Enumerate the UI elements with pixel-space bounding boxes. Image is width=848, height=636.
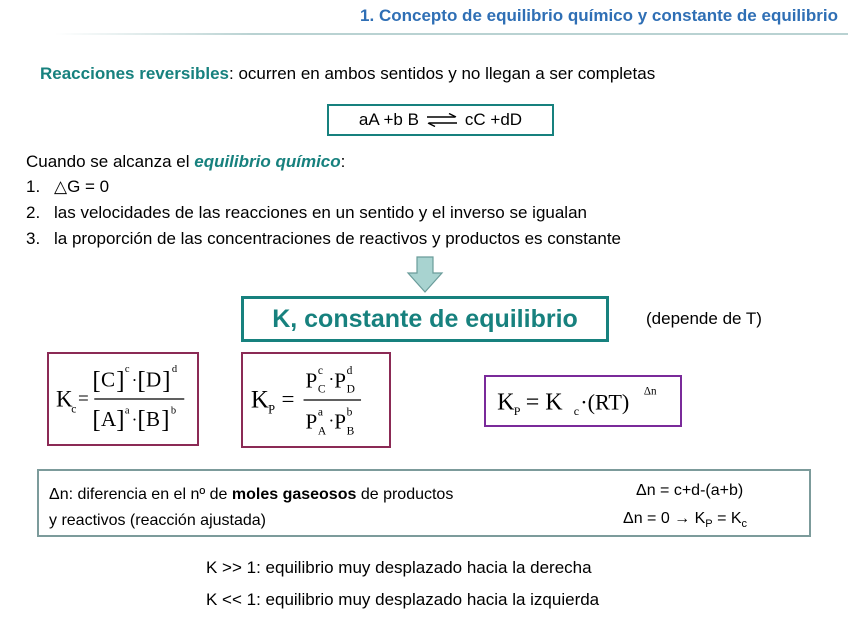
equilibrium-arrows-icon	[425, 113, 459, 127]
list-item-text: △G = 0	[54, 177, 110, 196]
list-item-text: la proporción de las concentraciones de reactivos y productos es constante	[54, 229, 621, 248]
kp-den-2-sup: b	[346, 406, 353, 419]
delta-n-line2: y reactivos (reacción ajustada)	[49, 512, 266, 529]
kc-num-1-exp: c	[124, 364, 130, 376]
conditions-lead: Cuando se alcanza el	[26, 152, 195, 171]
delta-n-zero-mid: = K	[712, 510, 742, 527]
kp-kc-relation	[484, 375, 682, 427]
kpkc-rest: ·(RT)	[580, 389, 630, 415]
kc-den-2-exp: b	[170, 405, 177, 417]
bracket: ]	[116, 406, 125, 434]
kpkc-lhs: K	[497, 389, 515, 416]
kp-lhs: K	[250, 386, 269, 414]
dot: ·	[328, 369, 335, 389]
kp-equals: =	[281, 386, 295, 412]
kc-num-1: C	[100, 367, 116, 392]
list-item-number: 1.	[26, 177, 41, 196]
delta-n-bold: moles gaseosos	[231, 486, 357, 503]
conditions-keyword: equilibrio químico	[194, 152, 341, 171]
title-divider	[55, 33, 848, 35]
intro-rest: : ocurren en ambos sentidos y no llegan a ser completas	[229, 64, 656, 83]
k-constant-heading: K, constante de equilibrio	[241, 296, 609, 342]
kc-num-2: D	[145, 367, 162, 392]
kc-den-1-exp: a	[124, 405, 130, 417]
dot: ·	[131, 409, 138, 429]
reaction-box	[327, 104, 554, 136]
reaction-right: cC +dD	[464, 110, 523, 129]
conditions-tail: :	[340, 152, 346, 171]
kc-equals: =	[78, 388, 89, 410]
kc-lhs: K	[55, 386, 73, 412]
bracket: ]	[116, 367, 125, 395]
kc-den-2: B	[145, 406, 161, 431]
dot: ·	[131, 370, 138, 390]
kpkc-exp: Δn	[643, 385, 657, 398]
kc-lhs-sub: c	[71, 403, 77, 416]
kp-num-2: P	[334, 368, 346, 393]
bracket: [	[92, 406, 101, 434]
delta-n-tail: de productos	[356, 486, 454, 503]
dot: ·	[328, 410, 335, 430]
list-item-number: 3.	[26, 229, 41, 248]
list-item	[26, 174, 621, 200]
bracket: [	[137, 367, 146, 395]
list-item-text: las velocidades de las reacciones en un sentido y el inverso se igualan	[54, 203, 587, 222]
page-title: 1. Concepto de equilibrio químico y constante de equilibrio	[360, 6, 838, 25]
delta-n-zero-sub1: P	[705, 518, 713, 531]
delta-n-definition: Δn = c+d-(a+b)	[636, 482, 744, 499]
kp-formula	[241, 352, 391, 448]
kpkc-eq: = K	[525, 389, 563, 416]
kc-formula	[47, 352, 199, 446]
delta-n-zero	[623, 510, 747, 530]
down-arrow-icon	[405, 255, 445, 295]
list-item	[26, 200, 621, 226]
bracket: ]	[162, 367, 171, 395]
kp-num-1-sup: c	[317, 365, 324, 378]
bracket: [	[137, 406, 146, 434]
intro-line	[40, 64, 655, 84]
depends-note: (depende de T)	[646, 309, 762, 328]
delta-n-lead: Δn: diferencia en el nº de	[49, 486, 232, 503]
kp-den-1-sub: A	[317, 425, 327, 438]
kp-num-2-sub: D	[346, 383, 355, 396]
conditions-heading	[26, 152, 345, 172]
delta-n-zero-sub2: c	[741, 518, 748, 531]
kp-den-2: P	[334, 409, 346, 434]
bracket: [	[92, 367, 101, 395]
k-small-note: K << 1: equilibrio muy desplazado hacia la izquierda	[206, 590, 600, 609]
intro-term: Reacciones reversibles	[40, 64, 230, 83]
bracket: ]	[161, 406, 170, 434]
list-item-number: 2.	[26, 203, 41, 222]
reaction-left: aA +b B	[358, 110, 419, 129]
kp-num-2-sup: d	[346, 365, 353, 378]
kc-den-1: A	[100, 406, 117, 431]
kpkc-lhs-sub: P	[513, 403, 521, 418]
kp-den-2-sub: B	[346, 425, 355, 438]
conditions-list	[26, 174, 621, 252]
kpkc-rhs-sub: c	[573, 403, 580, 418]
k-large-note: K >> 1: equilibrio muy desplazado hacia la derecha	[206, 558, 592, 577]
kp-num-1-sub: C	[317, 383, 326, 396]
delta-n-zero-lead: Δn = 0 → K	[623, 510, 706, 527]
list-item	[26, 226, 621, 252]
kp-den-1: P	[305, 409, 318, 434]
kp-lhs-sub: P	[268, 402, 276, 417]
kc-num-2-exp: d	[171, 364, 178, 376]
delta-n-description	[49, 482, 453, 534]
kp-den-1-sup: a	[317, 406, 324, 419]
kp-num-1: P	[305, 368, 318, 393]
